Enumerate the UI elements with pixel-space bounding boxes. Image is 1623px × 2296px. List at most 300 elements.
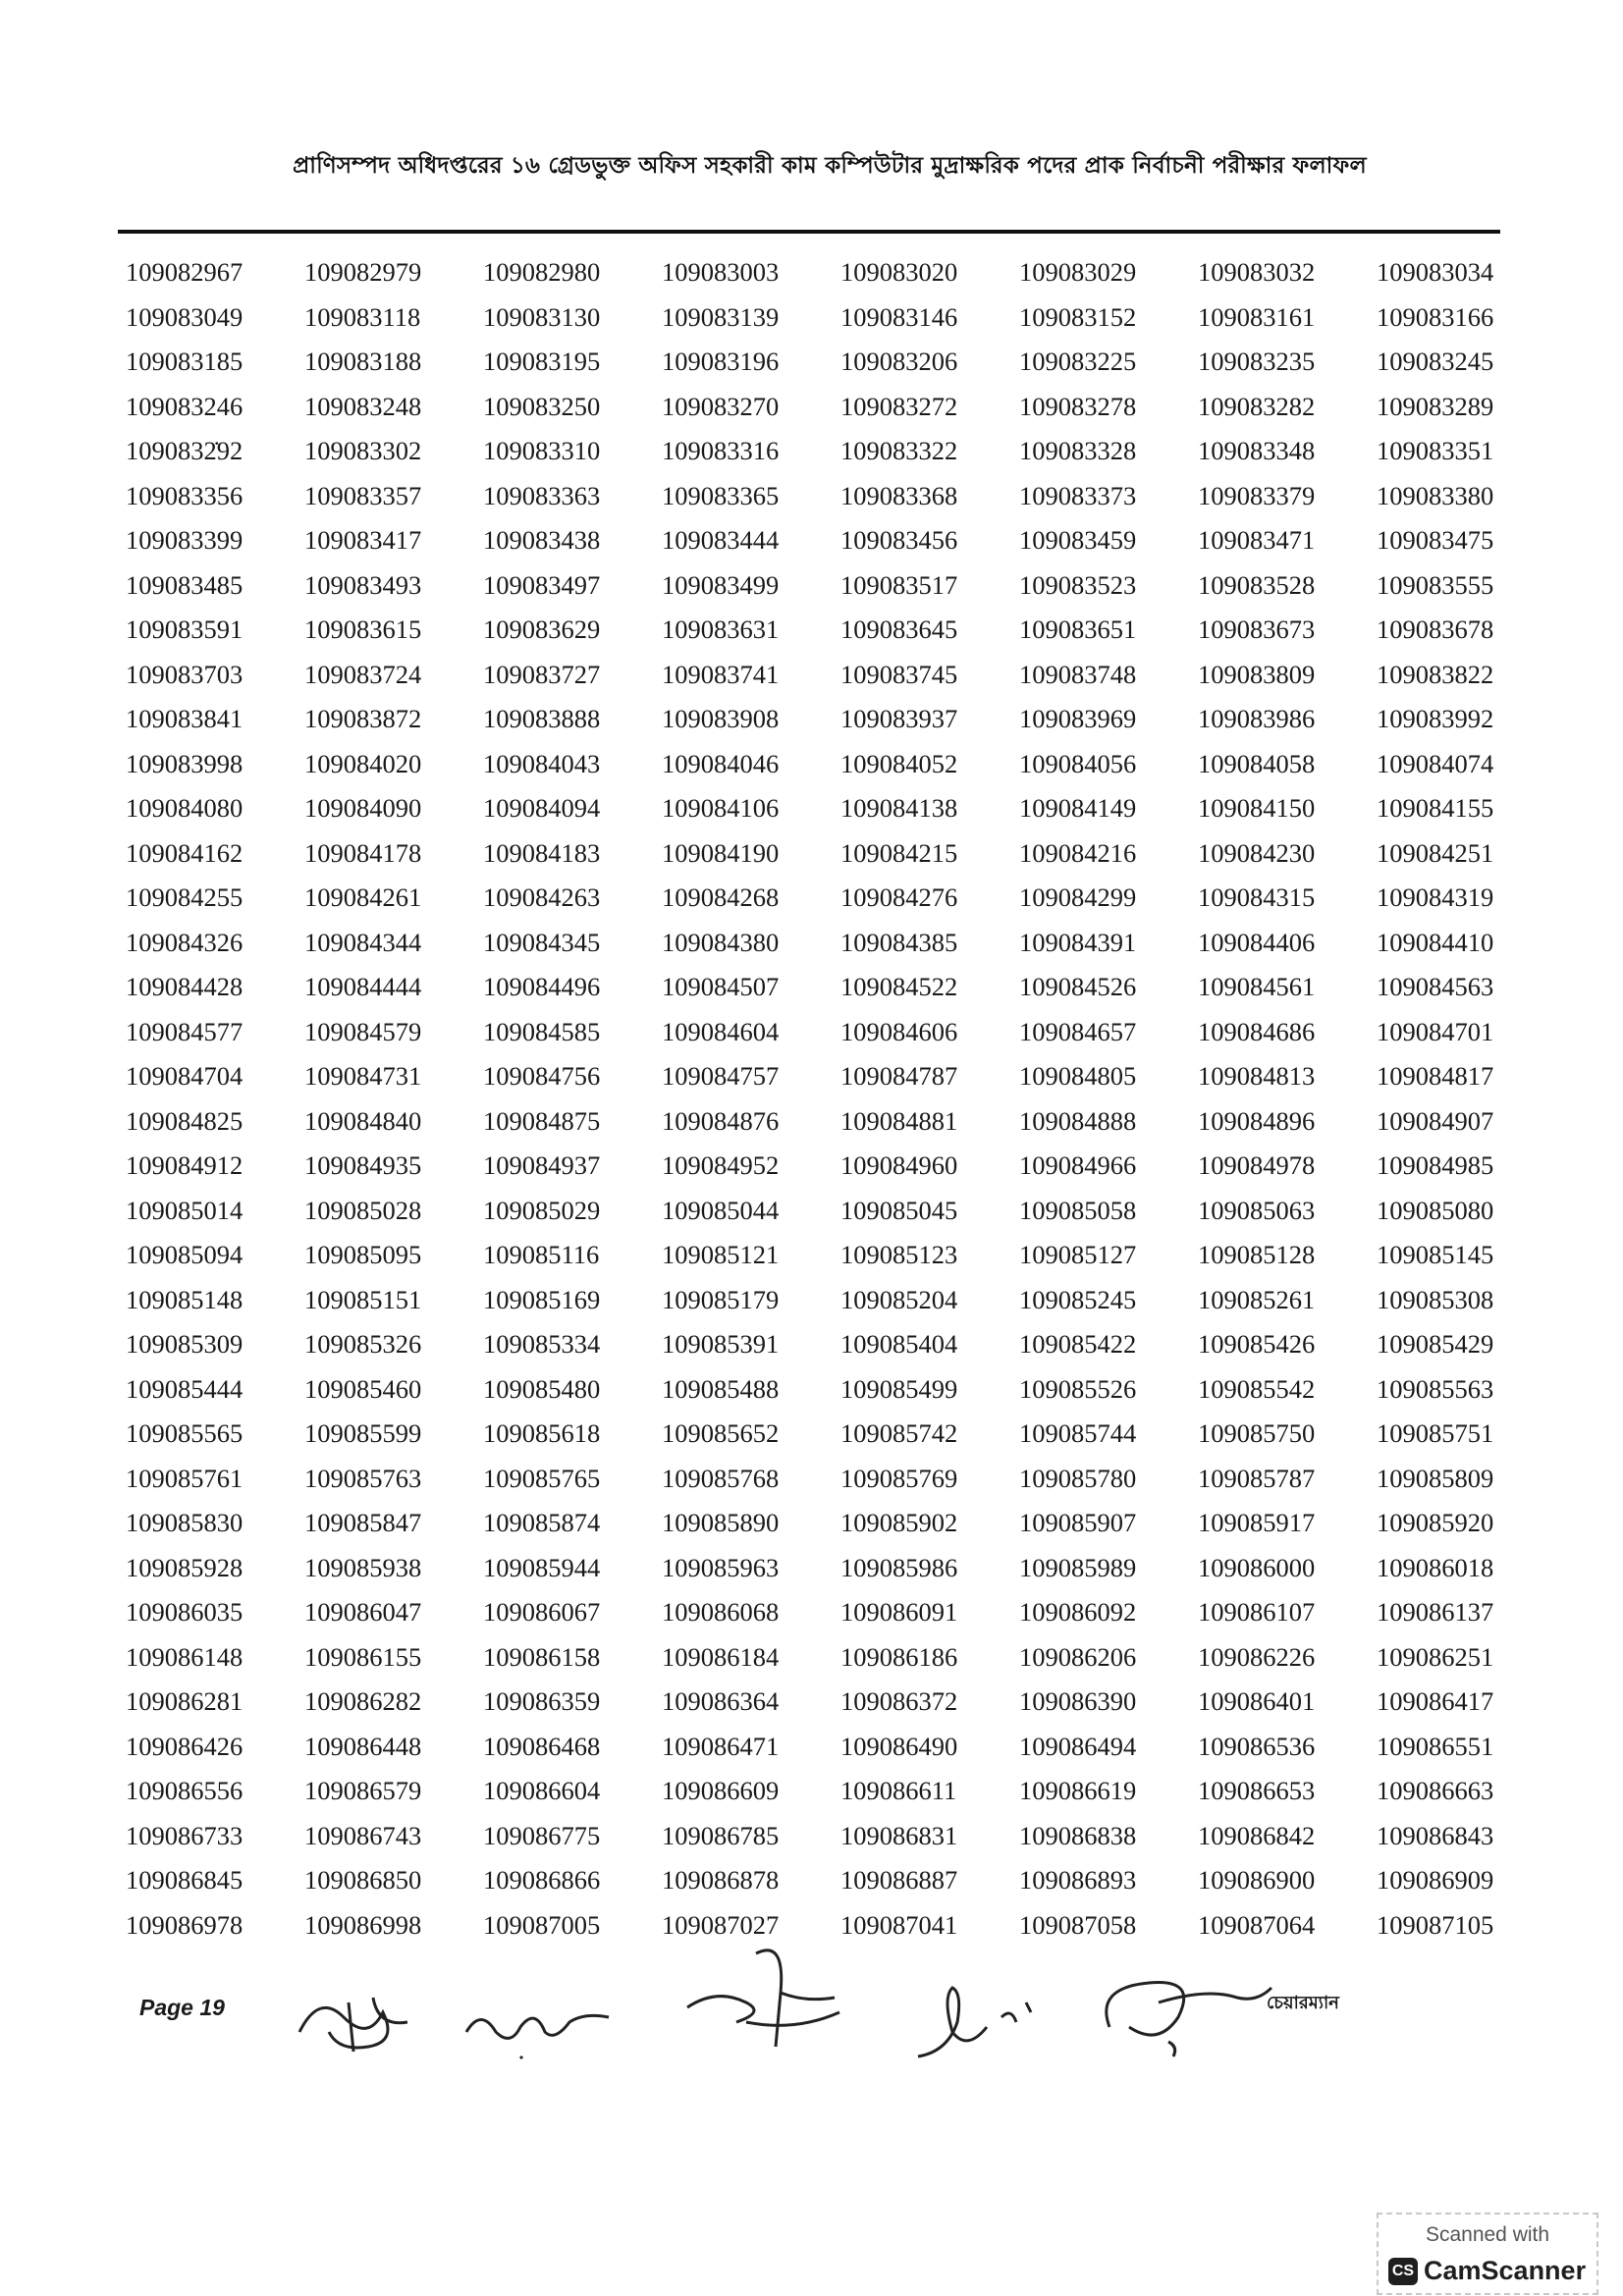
roll-number-cell: 109084043	[483, 748, 601, 778]
roll-number-cell: 109083316	[662, 436, 780, 465]
roll-number-cell: 109084410	[1377, 927, 1494, 957]
scanned-with-text: Scanned with	[1425, 2223, 1550, 2246]
roll-number-cell: 109084255	[126, 882, 243, 912]
roll-number-cell: 109083651	[1019, 614, 1137, 644]
roll-number-cell: 109083356	[126, 480, 243, 510]
roll-number-cell: 109083908	[662, 704, 780, 733]
roll-number-cell: 109084561	[1198, 972, 1316, 1001]
camscanner-logo-icon: CS	[1388, 2258, 1418, 2285]
roll-number-cell: 109083380	[1377, 480, 1494, 510]
roll-number-cell: 109085063	[1198, 1195, 1316, 1225]
roll-number-cell: 109083937	[840, 704, 958, 733]
roll-number-cell: 109083282	[1198, 391, 1316, 421]
roll-number-cell: 109086068	[662, 1597, 780, 1627]
roll-number-cell: 109083456	[840, 525, 958, 555]
roll-number-cell: 109085809	[1377, 1463, 1494, 1493]
roll-number-cell: 109085742	[840, 1418, 958, 1448]
roll-number-cell: 109086653	[1198, 1776, 1316, 1805]
signatures-block	[265, 1934, 1365, 2110]
roll-number-cell: 109086663	[1377, 1776, 1494, 1805]
roll-number-cell: 109084406	[1198, 927, 1316, 957]
roll-number-cell: 109083629	[483, 614, 601, 644]
roll-number-cell: 109085116	[483, 1240, 600, 1269]
roll-number-cell: 109084912	[126, 1150, 243, 1180]
roll-number-cell: 109085127	[1019, 1240, 1137, 1269]
roll-number-cell: 109083555	[1377, 569, 1494, 600]
roll-number-cell: 109083003	[662, 257, 780, 287]
roll-number-cell: 109086998	[304, 1909, 422, 1940]
roll-number-cell: 109083399	[126, 525, 243, 555]
roll-number-cell: 109085480	[483, 1373, 601, 1404]
roll-number-cell: 109086850	[304, 1865, 422, 1895]
roll-number-cell: 109086107	[1198, 1597, 1316, 1627]
roll-number-cell: 109083166	[1377, 301, 1494, 332]
roll-number-cell: 109083161	[1198, 301, 1316, 332]
roll-number-cell: 109084686	[1198, 1016, 1316, 1046]
roll-number-cell: 109083278	[1019, 391, 1137, 421]
roll-number-cell: 109085128	[1198, 1240, 1316, 1269]
roll-number-cell: 109083986	[1198, 704, 1316, 733]
roll-number-cell: 109083188	[304, 347, 422, 376]
roll-number-cell: 109086604	[483, 1776, 601, 1805]
roll-number-cell: 109085080	[1377, 1195, 1494, 1225]
roll-number-cell: 109085499	[840, 1373, 958, 1404]
roll-number-cell: 109084704	[126, 1061, 243, 1091]
roll-number-cell: 109085830	[126, 1508, 243, 1537]
roll-number-cell: 109084604	[662, 1016, 780, 1046]
roll-number-cell: 109083471	[1198, 525, 1316, 555]
roll-number-cell: 109084251	[1377, 837, 1494, 868]
signature-2	[461, 1988, 619, 2066]
roll-number-cell: 109084391	[1019, 927, 1137, 957]
roll-number-cell: 109084155	[1377, 793, 1494, 823]
roll-number-cell: 109082967	[126, 257, 243, 287]
roll-number-cell: 109083615	[304, 614, 422, 644]
roll-number-cell: 109085391	[662, 1329, 780, 1359]
roll-number-cell: 109083872	[304, 704, 422, 733]
roll-number-cell: 109086490	[840, 1731, 958, 1761]
roll-number-cell: 109085780	[1019, 1463, 1137, 1493]
roll-number-cell: 109084701	[1377, 1016, 1494, 1046]
roll-number-cell: 109086226	[1198, 1641, 1316, 1672]
roll-number-cell: 109086551	[1377, 1731, 1494, 1761]
roll-number-cell: 109083185	[126, 347, 243, 376]
roll-number-cell: 109085444	[126, 1373, 243, 1404]
roll-number-cell: 109084345	[483, 927, 601, 957]
page-number: Page 19	[139, 1995, 225, 2020]
roll-number-cell: 109084215	[840, 837, 958, 868]
roll-number-cell: 109085121	[662, 1240, 780, 1269]
roll-number-cell: 109084150	[1198, 793, 1316, 823]
roll-number-table	[126, 257, 1530, 1954]
roll-number-cell: 109084757	[662, 1061, 780, 1091]
roll-number-cell: 109084315	[1198, 882, 1316, 912]
roll-number-cell: 109086417	[1377, 1686, 1494, 1716]
roll-number-cell: 109086282	[304, 1686, 422, 1716]
roll-number-cell: 109086372	[840, 1686, 958, 1716]
roll-number-cell: 109086281	[126, 1686, 243, 1716]
roll-number-cell: 109085169	[483, 1284, 601, 1314]
roll-number-cell: 109083645	[840, 614, 958, 644]
roll-number-cell: 109083310	[483, 436, 601, 465]
roll-number-cell: 109085094	[126, 1240, 243, 1269]
roll-number-cell: 109085404	[840, 1329, 958, 1359]
roll-number-cell: 109083270	[662, 391, 780, 421]
roll-number-cell: 109085044	[662, 1195, 780, 1225]
roll-number-cell: 109085429	[1377, 1329, 1494, 1359]
roll-number-cell: 109085652	[662, 1418, 780, 1448]
roll-number-cell: 109087064	[1198, 1909, 1316, 1940]
roll-number-cell: 109086251	[1377, 1641, 1494, 1672]
roll-number-cell: 109087041	[840, 1909, 958, 1940]
roll-number-cell: 109085058	[1019, 1195, 1137, 1225]
roll-number-cell: 109085763	[304, 1463, 422, 1493]
roll-number-cell: 109085426	[1198, 1329, 1316, 1359]
roll-number-cell: 109084881	[840, 1105, 958, 1136]
roll-number-cell: 109086743	[304, 1820, 422, 1850]
roll-number-cell: 109083475	[1377, 525, 1494, 555]
roll-number-cell: 109086426	[126, 1731, 243, 1761]
roll-number-cell: 109086137	[1377, 1597, 1494, 1627]
roll-number-cell: 109086909	[1377, 1865, 1494, 1895]
roll-number-cell: 109084276	[840, 882, 958, 912]
roll-number-cell: 109083528	[1198, 569, 1316, 600]
roll-number-cell: 109084817	[1377, 1061, 1494, 1091]
roll-number-cell: 109083146	[840, 301, 958, 332]
roll-number-cell: 109083631	[662, 614, 780, 644]
roll-number-cell: 109084190	[662, 837, 780, 868]
roll-number-cell: 109085334	[483, 1329, 601, 1359]
roll-number-cell: 109083322	[840, 436, 958, 465]
roll-number-cell: 109086843	[1377, 1820, 1494, 1850]
roll-number-cell: 109083130	[483, 301, 601, 332]
roll-number-cell: 109083152	[1019, 301, 1137, 332]
signature-5	[1090, 1949, 1276, 2066]
roll-number-cell: 109086364	[662, 1686, 780, 1716]
roll-number-cell: 109083365	[662, 480, 780, 510]
roll-number-cell: 109084896	[1198, 1105, 1316, 1136]
roll-number-cell: 109086893	[1019, 1865, 1137, 1895]
roll-number-cell: 109084183	[483, 837, 601, 868]
roll-number-cell: 109085874	[483, 1508, 601, 1537]
roll-number-cell: 109086186	[840, 1641, 958, 1672]
roll-number-cell: 109085028	[304, 1195, 422, 1225]
roll-number-cell: 109083809	[1198, 659, 1316, 689]
roll-number-cell: 109083727	[483, 659, 601, 689]
roll-number-cell: 109084907	[1377, 1105, 1494, 1136]
roll-number-cell: 109086390	[1019, 1686, 1137, 1716]
roll-number-cell: 109084522	[840, 972, 958, 1001]
roll-number-cell: 109084380	[662, 927, 780, 957]
roll-number-cell: 109085563	[1377, 1373, 1494, 1404]
roll-number-cell: 109083444	[662, 525, 780, 555]
roll-number-cell: 109084875	[483, 1105, 601, 1136]
roll-number-cell: 109084585	[483, 1016, 601, 1046]
roll-number-cell: 109083841	[126, 704, 243, 733]
roll-number-cell: 109085599	[304, 1418, 422, 1448]
roll-number-cell: 109086471	[662, 1731, 780, 1761]
roll-number-cell: 109084268	[662, 882, 780, 912]
roll-number-cell: 109083678	[1377, 614, 1494, 644]
signature-4	[908, 1973, 1046, 2071]
roll-number-cell: 109084162	[126, 837, 243, 868]
roll-number-cell: 109083724	[304, 659, 422, 689]
roll-number-cell: 109084731	[304, 1061, 422, 1091]
roll-number-cell: 109084094	[483, 793, 601, 823]
roll-number-cell: 109086733	[126, 1820, 243, 1850]
roll-number-cell: 109083032	[1198, 257, 1316, 287]
roll-number-cell: 109085145	[1377, 1240, 1494, 1269]
roll-number-cell: 109083998	[126, 748, 243, 778]
roll-number-cell: 109083497	[483, 569, 601, 600]
roll-number-cell: 109084825	[126, 1105, 243, 1136]
roll-number-cell: 109086978	[126, 1909, 243, 1940]
roll-number-cell: 109085787	[1198, 1463, 1316, 1493]
roll-number-cell: 109083328	[1019, 436, 1137, 465]
roll-number-cell: 109087005	[483, 1909, 601, 1940]
roll-number-cell: 109086091	[840, 1597, 958, 1627]
roll-number-cell: 109086609	[662, 1776, 780, 1805]
roll-number-cell: 109083029	[1019, 257, 1137, 287]
roll-number-cell: 109084444	[304, 972, 422, 1001]
roll-number-cell: 109085847	[304, 1508, 422, 1537]
roll-number-cell: 109087027	[662, 1909, 780, 1940]
roll-number-cell: 109085986	[840, 1552, 958, 1582]
roll-number-cell: 109084840	[304, 1105, 422, 1136]
roll-number-cell: 109083379	[1198, 480, 1316, 510]
roll-number-cell: 109085761	[126, 1463, 243, 1493]
roll-number-cell: 109083673	[1198, 614, 1316, 644]
roll-number-cell: 109085917	[1198, 1508, 1316, 1537]
roll-number-cell: 109084090	[304, 793, 422, 823]
roll-number-cell: 109086887	[840, 1865, 958, 1895]
roll-number-cell: 109084563	[1377, 972, 1494, 1001]
page-title: প্রাণিসম্পদ অধিদপ্তরের ১৬ গ্রেডভুক্ত অফিস সহকারী কাম কম্পিউটার মুদ্রাক্ষরিক পদের প্রাক নির্বাচনী পরীক্ষার ফলাফল	[293, 153, 1367, 179]
roll-number-cell: 1090832̇92	[126, 436, 243, 465]
roll-number-cell: 109086845	[126, 1865, 243, 1895]
roll-number-cell: 109086047	[304, 1597, 422, 1627]
roll-number-cell: 109084299	[1019, 882, 1137, 912]
roll-number-cell: 109083235	[1198, 347, 1316, 376]
roll-number-cell: 109085890	[662, 1508, 780, 1537]
roll-number-cell: 109083745	[840, 659, 958, 689]
roll-number-cell: 109085488	[662, 1373, 780, 1404]
roll-number-cell: 109084230	[1198, 837, 1316, 868]
roll-number-cell: 109085542	[1198, 1373, 1316, 1404]
roll-number-cell: 109083703	[126, 659, 243, 689]
roll-number-cell: 109083992	[1377, 704, 1494, 733]
roll-number-cell: 109087058	[1019, 1909, 1137, 1940]
roll-number-cell: 109085907	[1019, 1508, 1137, 1537]
roll-number-cell: 109084978	[1198, 1150, 1316, 1180]
roll-number-cell: 109083348	[1198, 436, 1316, 465]
signature-1	[290, 1973, 427, 2061]
roll-number-cell: 109084985	[1377, 1150, 1494, 1180]
roll-number-cell: 109083363	[483, 480, 601, 510]
roll-number-cell: 109084106	[662, 793, 780, 823]
roll-number-cell: 109085744	[1019, 1418, 1137, 1448]
roll-number-cell: 109083523	[1019, 569, 1137, 600]
roll-number-cell: 109085308	[1377, 1284, 1494, 1314]
roll-number-cell: 109084952	[662, 1150, 780, 1180]
roll-number-cell: 109083417	[304, 525, 422, 555]
roll-number-cell: 109085045	[840, 1195, 958, 1225]
roll-number-cell: 109084080	[126, 793, 243, 823]
roll-number-cell: 109086018	[1377, 1552, 1494, 1582]
roll-number-cell: 109086448	[304, 1731, 422, 1761]
roll-number-cell: 109085326	[304, 1329, 422, 1359]
roll-number-cell: 109083118	[304, 301, 421, 332]
roll-number-cell: 109085928	[126, 1552, 243, 1582]
roll-number-cell: 109086158	[483, 1641, 601, 1672]
roll-number-cell: 109085460	[304, 1373, 422, 1404]
roll-number-cell: 109085151	[304, 1284, 422, 1314]
roll-number-cell: 109086775	[483, 1820, 601, 1850]
roll-number-cell: 109084178	[304, 837, 422, 868]
roll-number-cell: 109083034	[1377, 257, 1494, 287]
roll-number-cell: 109084657	[1019, 1016, 1137, 1046]
roll-number-cell: 109085989	[1019, 1552, 1137, 1582]
roll-number-cell: 109084428	[126, 972, 243, 1001]
roll-number-cell: 109085148	[126, 1284, 243, 1314]
roll-number-cell: 109084888	[1019, 1105, 1137, 1136]
roll-number-cell: 109083196	[662, 347, 780, 376]
roll-number-cell: 109084526	[1019, 972, 1137, 1001]
roll-number-cell: 109083748	[1019, 659, 1137, 689]
roll-number-cell: 109083357	[304, 480, 422, 510]
roll-number-cell: 109085422	[1019, 1329, 1137, 1359]
roll-number-cell: 109087105	[1377, 1909, 1494, 1940]
roll-number-cell: 109084805	[1019, 1061, 1137, 1091]
roll-number-cell: 109085014	[126, 1195, 243, 1225]
roll-number-cell: 109086838	[1019, 1820, 1137, 1850]
roll-number-cell: 109086067	[483, 1597, 601, 1627]
roll-number-cell: 109084344	[304, 927, 422, 957]
roll-number-cell: 109085179	[662, 1284, 780, 1314]
roll-number-cell: 109083289	[1377, 391, 1494, 421]
roll-number-cell: 109085618	[483, 1418, 601, 1448]
roll-number-cell: 109083591	[126, 614, 243, 644]
roll-number-cell: 109085750	[1198, 1418, 1316, 1448]
roll-number-cell: 109086900	[1198, 1865, 1316, 1895]
roll-number-cell: 109085245	[1019, 1284, 1137, 1314]
roll-number-cell: 109086611	[840, 1776, 957, 1805]
roll-number-cell: 109083438	[483, 525, 601, 555]
header-rule	[118, 230, 1500, 234]
roll-number-cell: 109084960	[840, 1150, 958, 1180]
camscanner-brand: CamScanner	[1424, 2256, 1587, 2285]
roll-number-cell: 109083248	[304, 391, 422, 421]
roll-number-cell: 109086000	[1198, 1552, 1316, 1582]
roll-number-cell: 109086468	[483, 1731, 601, 1761]
roll-number-cell: 109085526	[1019, 1373, 1137, 1404]
roll-number-cell: 109085204	[840, 1284, 958, 1314]
roll-number-cell: 109084056	[1019, 748, 1137, 778]
roll-number-cell: 109085768	[662, 1463, 780, 1493]
roll-number-cell: 109083020	[840, 257, 958, 287]
roll-number-cell: 109084263	[483, 882, 601, 912]
roll-number-cell: 109085944	[483, 1552, 601, 1582]
roll-number-cell: 109086494	[1019, 1731, 1137, 1761]
roll-number-cell: 109086866	[483, 1865, 601, 1895]
roll-number-cell: 109086785	[662, 1820, 780, 1850]
roll-number-cell: 109084579	[304, 1016, 422, 1046]
roll-number-cell: 109084052	[840, 748, 958, 778]
roll-number-cell: 109086556	[126, 1776, 243, 1805]
roll-number-cell: 109084138	[840, 793, 958, 823]
roll-number-cell: 109083888	[483, 704, 601, 733]
roll-number-cell: 109085123	[840, 1240, 958, 1269]
roll-number-cell: 109085963	[662, 1552, 780, 1582]
roll-number-cell: 109083250	[483, 391, 601, 421]
roll-number-cell: 109086035	[126, 1597, 243, 1627]
roll-number-cell: 109086148	[126, 1641, 243, 1672]
roll-number-cell: 109084876	[662, 1105, 780, 1136]
roll-number-cell: 109084074	[1377, 748, 1494, 778]
roll-number-cell: 109083368	[840, 480, 958, 510]
signature-3	[677, 1934, 854, 2061]
roll-number-cell: 109085902	[840, 1508, 958, 1537]
roll-number-cell: 109085095	[304, 1240, 422, 1269]
roll-number-cell: 109084966	[1019, 1150, 1137, 1180]
roll-number-cell: 109082980	[483, 257, 601, 287]
roll-number-cell: 109084058	[1198, 748, 1316, 778]
roll-number-cell: 109083351	[1377, 436, 1494, 465]
roll-number-cell: 109085938	[304, 1552, 422, 1582]
roll-number-cell: 109083195	[483, 347, 601, 376]
chairman-label: চেয়ারম্যান	[1267, 1993, 1339, 2013]
roll-number-cell: 109084261	[304, 882, 422, 912]
roll-number-cell: 109084813	[1198, 1061, 1316, 1091]
camscanner-watermark	[1377, 2213, 1598, 2295]
roll-number-cell: 109083373	[1019, 480, 1137, 510]
roll-number-cell: 109086155	[304, 1641, 422, 1672]
roll-number-cell: 109086401	[1198, 1686, 1316, 1716]
roll-number-cell: 109084326	[126, 927, 243, 957]
roll-number-cell: 109086536	[1198, 1731, 1316, 1761]
roll-number-cell: 109086831	[840, 1820, 958, 1850]
roll-number-cell: 109084149	[1019, 793, 1137, 823]
roll-number-cell: 109085769	[840, 1463, 958, 1493]
roll-number-cell: 109082979	[304, 257, 422, 287]
roll-number-cell: 109084046	[662, 748, 780, 778]
roll-number-cell: 109085920	[1377, 1508, 1494, 1537]
roll-number-cell: 109084606	[840, 1016, 958, 1046]
roll-number-cell: 109083139	[662, 301, 780, 332]
roll-number-cell: 109084756	[483, 1061, 601, 1091]
roll-number-cell: 109085309	[126, 1329, 243, 1359]
roll-number-cell: 109086359	[483, 1686, 601, 1716]
roll-number-cell: 109084935	[304, 1150, 422, 1180]
roll-number-cell: 109083206	[840, 347, 958, 376]
roll-number-cell: 109083302	[304, 436, 422, 465]
roll-number-cell: 109083969	[1019, 704, 1137, 733]
roll-number-cell: 109084507	[662, 972, 780, 1001]
roll-number-cell: 109084577	[126, 1016, 243, 1046]
roll-number-cell: 109083225	[1019, 347, 1137, 376]
roll-number-cell: 109084496	[483, 972, 601, 1001]
roll-number-cell: 109084385	[840, 927, 958, 957]
roll-number-cell: 109085751	[1377, 1418, 1494, 1448]
roll-number-cell: 109084937	[483, 1150, 601, 1180]
roll-number-cell: 109083485	[126, 569, 243, 600]
roll-number-cell: 109083493	[304, 569, 422, 600]
roll-number-cell: 109083049	[126, 301, 243, 332]
roll-number-cell: 109083822	[1377, 659, 1494, 689]
roll-number-cell: 109086206	[1019, 1641, 1137, 1672]
roll-number-cell: 109083272	[840, 391, 958, 421]
roll-number-cell: 109083246	[126, 391, 243, 421]
